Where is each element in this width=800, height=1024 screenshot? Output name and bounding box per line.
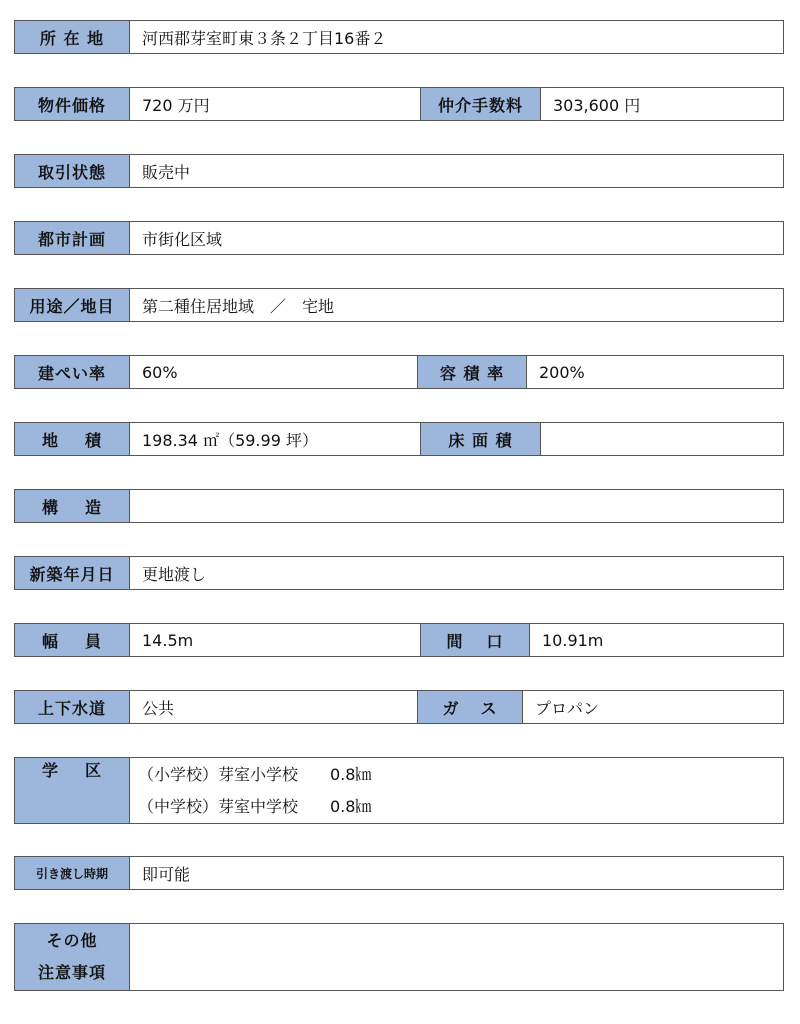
area-label-a: 地 <box>41 430 59 450</box>
price-value: 720 万円 <box>142 95 210 115</box>
school-label-b: 区 <box>84 761 102 780</box>
width-row <box>14 623 784 657</box>
built-value: 更地渡し <box>142 564 207 584</box>
school-value <box>130 758 783 823</box>
use-value: 第二種住居地域 ／ 宅地 <box>142 296 335 316</box>
planning-value: 市街化区域 <box>142 229 223 249</box>
floor-area-value <box>541 423 783 455</box>
structure-label-b: 造 <box>84 497 102 517</box>
built-label: 新築年月日 <box>15 557 130 589</box>
notes-label-line1: その他 <box>46 931 98 950</box>
notes-label-line2: 注意事項 <box>37 963 106 982</box>
floor-area-label: 床 面 積 <box>420 423 541 455</box>
junior-high-school: （中学校）芽室中学校 0.8㎞ <box>138 796 372 816</box>
frontage-label-a: 間 <box>446 631 464 651</box>
area-row <box>14 422 784 456</box>
area-value: 198.34 ㎡（59.99 坪） <box>142 430 318 450</box>
handover-label: 引き渡し時期 <box>15 857 130 889</box>
water-row <box>14 690 784 724</box>
commission-label: 仲介手数料 <box>420 88 541 120</box>
price-label: 物件価格 <box>15 88 130 120</box>
status-value: 販売中 <box>142 162 191 182</box>
location-label: 所 在 地 <box>15 21 130 53</box>
frontage-label <box>420 624 530 656</box>
use-label: 用途／地目 <box>15 289 130 321</box>
built-row <box>14 556 784 590</box>
far-label: 容 積 率 <box>417 356 527 388</box>
road-width-label-b: 員 <box>84 631 102 651</box>
gas-label <box>417 691 523 723</box>
location-value: 河西郡芽室町東３条２丁目16番２ <box>142 28 387 48</box>
notes-row <box>14 923 784 991</box>
price-row <box>14 87 784 121</box>
structure-label-a: 構 <box>41 497 59 517</box>
commission-value: 303,600 円 <box>553 95 641 115</box>
gas-value: プロパン <box>535 698 600 718</box>
area-label <box>15 423 130 455</box>
notes-value <box>130 924 783 990</box>
elementary-school: （小学校）芽室小学校 0.8㎞ <box>138 764 372 784</box>
school-label-a: 学 <box>41 761 59 780</box>
structure-value <box>130 490 783 522</box>
road-width-label-a: 幅 <box>41 631 59 651</box>
structure-label <box>15 490 130 522</box>
gas-label-a: ガ <box>442 698 460 718</box>
school-row <box>14 757 784 824</box>
far-value: 200% <box>539 362 585 382</box>
handover-row <box>14 856 784 890</box>
frontage-label-b: 口 <box>486 631 504 651</box>
use-row <box>14 288 784 322</box>
structure-row <box>14 489 784 523</box>
school-label <box>15 758 130 823</box>
planning-label: 都市計画 <box>15 222 130 254</box>
gas-label-b: ス <box>480 698 498 718</box>
status-label: 取引状態 <box>15 155 130 187</box>
frontage-value: 10.91m <box>542 630 604 650</box>
coverage-value: 60% <box>142 362 178 382</box>
location-row <box>14 20 784 54</box>
coverage-label: 建ぺい率 <box>15 356 130 388</box>
notes-label <box>15 924 130 990</box>
water-label: 上下水道 <box>15 691 130 723</box>
coverage-row <box>14 355 784 389</box>
water-value: 公共 <box>142 698 175 718</box>
status-row <box>14 154 784 188</box>
handover-value: 即可能 <box>142 864 191 884</box>
road-width-value: 14.5m <box>142 630 194 650</box>
road-width-label <box>15 624 130 656</box>
area-label-b: 積 <box>84 430 102 450</box>
planning-row <box>14 221 784 255</box>
